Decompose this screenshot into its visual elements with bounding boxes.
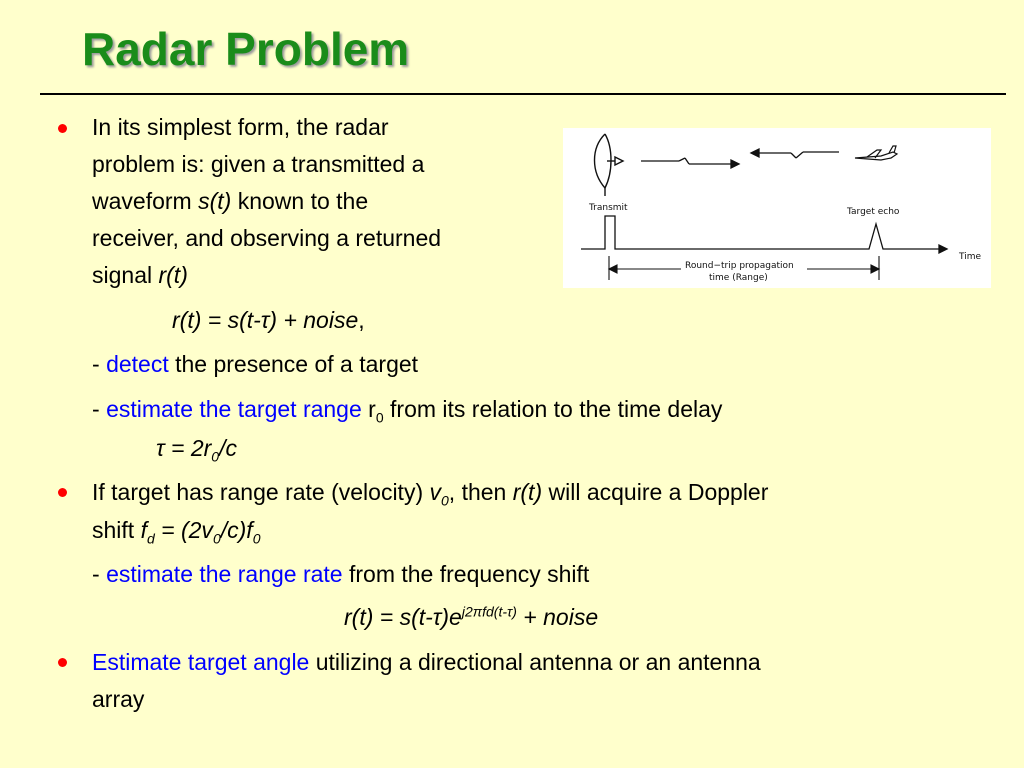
echo-return-arrow xyxy=(751,149,839,158)
bullet-2-marker xyxy=(58,488,67,497)
antenna-dish-icon xyxy=(595,134,624,196)
bullet-1-marker xyxy=(58,124,67,133)
bullet-3-line-1: Estimate target angle utilizing a directional antenna or an antenna xyxy=(92,649,761,675)
bullet-1-line-5: signal r(t) xyxy=(92,262,188,288)
time-axis xyxy=(581,216,947,253)
range-rate-line: - estimate the range rate from the frequency shift xyxy=(92,561,590,587)
equation-received-signal: r(t) = s(t-τ) + noise, xyxy=(172,307,365,333)
bullet-2-line-2: shift $f_d = (2v_0/c)f_0$ xyxy=(92,517,261,547)
range-label-1: Round−trip propagation xyxy=(685,261,794,271)
bullet-1-line-2: problem is: given a transmitted a xyxy=(92,151,425,177)
outgoing-pulse-arrow xyxy=(641,158,739,168)
estimate-range-line: - estimate the target range $r_0$ from its relation to the time delay xyxy=(92,396,723,426)
equation-time-delay: $\tau = 2r_0/c$ xyxy=(156,435,237,465)
bullet-3-marker xyxy=(58,658,67,667)
target-echo-label: Target echo xyxy=(847,207,900,217)
slide-title: Radar Problem xyxy=(82,23,410,75)
equation-doppler: $r(t) = s(t-\tau)e^{j2\pi fd(t-\tau)}$ + noise xyxy=(344,603,599,630)
title-divider xyxy=(40,93,1006,95)
range-label-2: time (Range) xyxy=(709,273,768,283)
bullet-1-line-1: In its simplest form, the radar xyxy=(92,114,389,140)
bullet-1-line-4: receiver, and observing a returned xyxy=(92,225,442,251)
aircraft-icon xyxy=(855,146,897,160)
bullet-2-line-1: If target has range rate (velocity) $v_0$, then r(t) will acquire a Doppler xyxy=(92,479,769,509)
detect-line: - detect the presence of a target xyxy=(92,351,419,377)
bullet-3-line-2: array xyxy=(92,686,145,712)
bullet-1-line-3: waveform s(t) known to the xyxy=(92,188,369,214)
transmit-label: Transmit xyxy=(589,203,628,213)
time-axis-label: Time xyxy=(959,252,982,262)
radar-diagram xyxy=(563,128,991,288)
